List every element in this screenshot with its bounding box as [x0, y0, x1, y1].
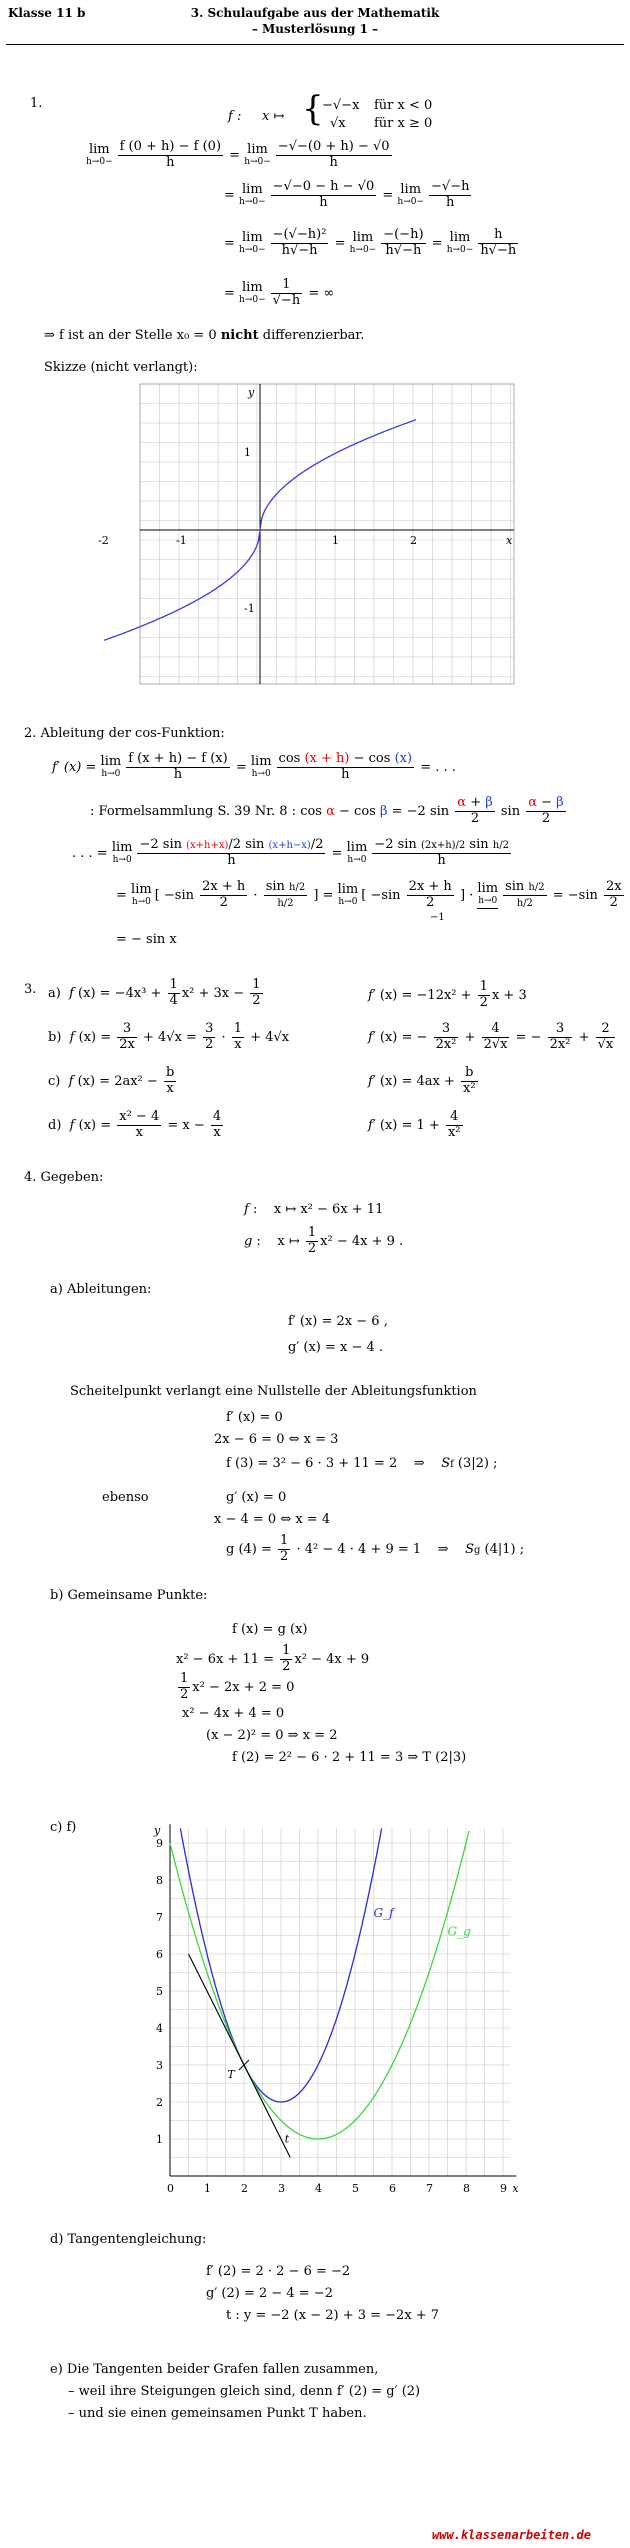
graph2-x-tick: 7 [426, 2182, 433, 2195]
problem1-case1-expr: −√−x [322, 98, 360, 113]
problem4-fp: f′ (x) = 2x − 6 , [288, 1314, 388, 1329]
graph1-x-tick: 1 [332, 534, 339, 547]
problem4-s4: g′ (x) = 0 [226, 1490, 287, 1505]
header-rule [6, 44, 624, 45]
problem3-row-b: b) f (x) = $\frac{3}{2x}$ + 4√x = $\frac{3}{2}$ · $\frac{1}{x}$ + 4√x [48, 1021, 290, 1052]
graph1-frame [140, 384, 514, 684]
problem4-d-label: d) Tangentengleichung: [50, 2232, 207, 2247]
problem4-b2: x² − 6x + 11 = $\frac{1}{2}$ x² − 4x + 9 [176, 1643, 370, 1674]
problem4-e2: – weil ihre Steigungen gleich sind, denn f′ (2) = g′ (2) [68, 2384, 421, 2399]
graph2-x-tick: 1 [204, 2182, 211, 2195]
problem3-deriv-b: f′ (x) = − $\frac{3}{\text{2x²}}$ + $\frac{4}{2√x}$ = − $\frac{3}{\text{2x²}}$ + $\frac{2}{√x}$ [368, 1021, 614, 1052]
graph1-y-tick: -1 [244, 602, 255, 615]
graph2-T-label: T [227, 2067, 235, 2081]
problem4-b6: f (2) = 2² − 6 · 2 + 11 = 3 ⇒ T (2|3) [232, 1750, 467, 1765]
graph1-labels [98, 386, 513, 615]
graph1-x-tick: -1 [176, 534, 187, 547]
problem2-line1: f′ (x) = lim h→0 $\frac{f (x + h) - f (x)}{h}$ = lim h→0 $\frac{\cos (x + h) - \cos (x)}{h}$ = . . . [52, 751, 456, 782]
problem3-number: 3. [24, 982, 37, 997]
graph2-y-tick: 5 [156, 1985, 163, 1998]
graph2-g-label: G_g [447, 1924, 471, 1939]
graph2-axes [170, 1824, 516, 2176]
problem4-s6: g (4) = $\frac{1}{2}$ · 4² − 4 · 4 + 9 = 1 ⇒ Sg (4|1) ; [226, 1533, 525, 1564]
class-label: Klasse 11 b [8, 6, 86, 20]
graph2-y-tick: 1 [156, 2133, 163, 2146]
problem1-case2-cond: für x ≥ 0 [374, 116, 433, 131]
graph2-y-tick: 7 [156, 1911, 163, 1924]
graph1-y-tick: 1 [244, 446, 251, 459]
problem3-deriv-c: f′ (x) = 4ax + $\frac{b}{\text{x²}}$ [368, 1065, 476, 1096]
graph2-y-tick: 3 [156, 2059, 163, 2072]
problem4-b3: $\frac{1}{2}$ x² − 2x + 2 = 0 [180, 1671, 295, 1702]
problem4-d1: f′ (2) = 2 · 2 − 6 = −2 [206, 2264, 351, 2279]
problem4-graph [140, 1818, 560, 2198]
problem1-row1: lim h→0− $\frac{f (0 + h) - f (0)}{h}$ = lim h→0− $\frac{-√-(0 + h) - √0}{h}$ [86, 139, 390, 170]
problem4-a-label: a) Ableitungen: [50, 1282, 152, 1297]
graph2-xlabel: x [512, 2182, 519, 2195]
graph2-y-tick: 9 [156, 1837, 163, 1850]
problem1-number: 1. [30, 96, 43, 111]
problem1-brace: { [302, 89, 324, 129]
graph2-x-tick: 6 [389, 2182, 396, 2195]
graph2-x-tick: 8 [463, 2182, 470, 2195]
problem3-deriv-a: f′ (x) = −12x² + $\frac{1}{2}$ x + 3 [368, 979, 527, 1010]
problem2-formula: : Formelsammlung S. 39 Nr. 8 : cos α − cos β = −2 sin $\frac{\alpha + \beta}{2}$ sin $\frac{\alpha - \beta}{2}$ [90, 795, 564, 826]
problem4-gp: g′ (x) = x − 4 . [288, 1340, 384, 1355]
problem1-sketch-label: Skizze (nicht verlangt): [44, 360, 198, 375]
problem4-b1: f (x) = g (x) [232, 1622, 308, 1637]
graph1-xlabel: x [506, 534, 513, 547]
graph1-ylabel: y [248, 386, 255, 399]
graph2-y-tick: 2 [156, 2096, 163, 2109]
graph2-x-tick: 5 [352, 2182, 359, 2195]
problem4-b-label: b) Gemeinsame Punkte: [50, 1588, 208, 1603]
problem4-d3: t : y = −2 (x − 2) + 3 = −2x + 7 [226, 2308, 440, 2323]
problem3-row-c: c) f (x) = 2ax² − $\frac{b}{x}$ [48, 1065, 175, 1096]
problem3-row-d: d) f (x) = $\frac{\text{x² − 4}}{x}$ = x − $\frac{4}{x}$ [48, 1109, 222, 1140]
problem4-cf-label: c) f) [50, 1820, 77, 1835]
problem2-underbrace-label: −1 [430, 912, 445, 923]
graph2-f-label: G_f [373, 1906, 394, 1920]
graph2-x-tick: 3 [278, 2182, 285, 2195]
graph2-t-label: t [284, 2132, 290, 2146]
graph2-y-tick: 4 [156, 2022, 163, 2035]
graph1-x-tick: 2 [410, 534, 417, 547]
problem1-graph [98, 380, 530, 700]
problem4-s5: x − 4 = 0 ⇔ x = 4 [214, 1512, 331, 1527]
problem4-b5: (x − 2)² = 0 ⇒ x = 2 [206, 1728, 338, 1743]
page-title: 3. Schulaufgabe aus der Mathematik [190, 6, 440, 20]
problem4-d2: g′ (2) = 2 − 4 = −2 [206, 2286, 333, 2301]
problem2-line3: . . . = lim h→0 $\frac{-2 \sin (x+h+x)/2 \sin (x+h-x)/2}{h}$ = lim h→0 $\frac{\text{−2 sin (2x+h)/2 sin h/2}}{h}$ [72, 837, 509, 868]
problem4-g-def: g : x ↦ $\frac{1}{2}$ x² − 4x + 9 . [244, 1225, 404, 1256]
problem4-heading: 4. Gegeben: [24, 1170, 104, 1185]
problem4-s2: 2x − 6 = 0 ⇔ x = 3 [214, 1432, 339, 1447]
problem2-line4: = lim h→0 [ −sin $\frac{2x + h}{2}$ · $\frac{\text{sin h/2}}{h/2}$ ] = lim h→0 [ −sin $\frac{2x + h}{2}$ ] · lim h→0 $\frac{\text{sin h/2}}{h/2}$ = −sin $\frac{2x}{2}$ [116, 879, 622, 910]
problem4-e1: e) Die Tangenten beider Grafen fallen zusammen, [50, 2362, 379, 2377]
problem4-e3: – und sie einen gemeinsamen Punkt T haben. [68, 2406, 367, 2421]
graph2-ylabel: y [154, 1824, 161, 1838]
problem4-ebenso: ebenso [102, 1490, 149, 1505]
graph2-y-tick: 8 [156, 1874, 163, 1887]
problem1-case1-cond: für x < 0 [374, 98, 433, 113]
problem1-row3: = lim h→0− $\frac{\text{−(√−h)²}}{h√-h}$ = lim h→0− $\frac{-(-h)}{h√-h}$ = lim h→0− $\frac{h}{h√-h}$ [224, 227, 517, 258]
problem2-heading: 2. Ableitung der cos-Funktion: [24, 726, 225, 741]
graph2-grid [170, 1828, 510, 2176]
graph1-axes [140, 384, 514, 684]
problem4-s3: f (3) = 3² − 6 · 3 + 11 = 2 ⇒ Sf (3|2) ; [226, 1456, 498, 1471]
problem3-row-a: a) f (x) = −4x³ + $\frac{1}{4}$ x² + 3x − $\frac{1}{2}$ [48, 977, 261, 1008]
graph2-x-tick: 0 [167, 2182, 174, 2195]
graph2-x-tick: 9 [500, 2182, 507, 2195]
graph1-x-tick: -2 [98, 534, 109, 547]
problem1-row2: = lim h→0− $\frac{-√-0 - h - √0}{h}$ = lim h→0− $\frac{-√-h}{h}$ [224, 179, 470, 210]
problem2-line5: = − sin x [116, 932, 177, 947]
footer-link[interactable]: www.klassenarbeiten.de [432, 2528, 591, 2542]
problem3-deriv-d: f′ (x) = 1 + $\frac{4}{\text{x²}}$ [368, 1109, 461, 1140]
problem1-row4: = lim h→0− $\frac{1}{√-h}$ = ∞ [224, 277, 335, 308]
problem1-def-f: f : [228, 109, 242, 124]
graph2-tangent [189, 1954, 291, 2158]
page-subtitle: – Musterlösung 1 – [251, 22, 379, 36]
problem1-def-map: x ↦ [262, 109, 285, 124]
problem4-scheitel-text: Scheitelpunkt verlangt eine Nullstelle der Ableitungsfunktion [70, 1384, 477, 1399]
problem1-case2-expr: √x [330, 116, 346, 131]
graph2-x-tick: 2 [241, 2182, 248, 2195]
problem4-f-def: f : x ↦ x² − 6x + 11 [244, 1202, 384, 1217]
graph2-x-tick: 4 [315, 2182, 322, 2195]
graph1-grid [140, 384, 514, 684]
problem1-conclusion: ⇒ f ist an der Stelle x₀ = 0 nicht differenzierbar. [44, 328, 365, 343]
problem4-s1: f′ (x) = 0 [226, 1410, 283, 1425]
problem4-b4: x² − 4x + 4 = 0 [182, 1706, 285, 1721]
graph2-y-tick: 6 [156, 1948, 163, 1961]
